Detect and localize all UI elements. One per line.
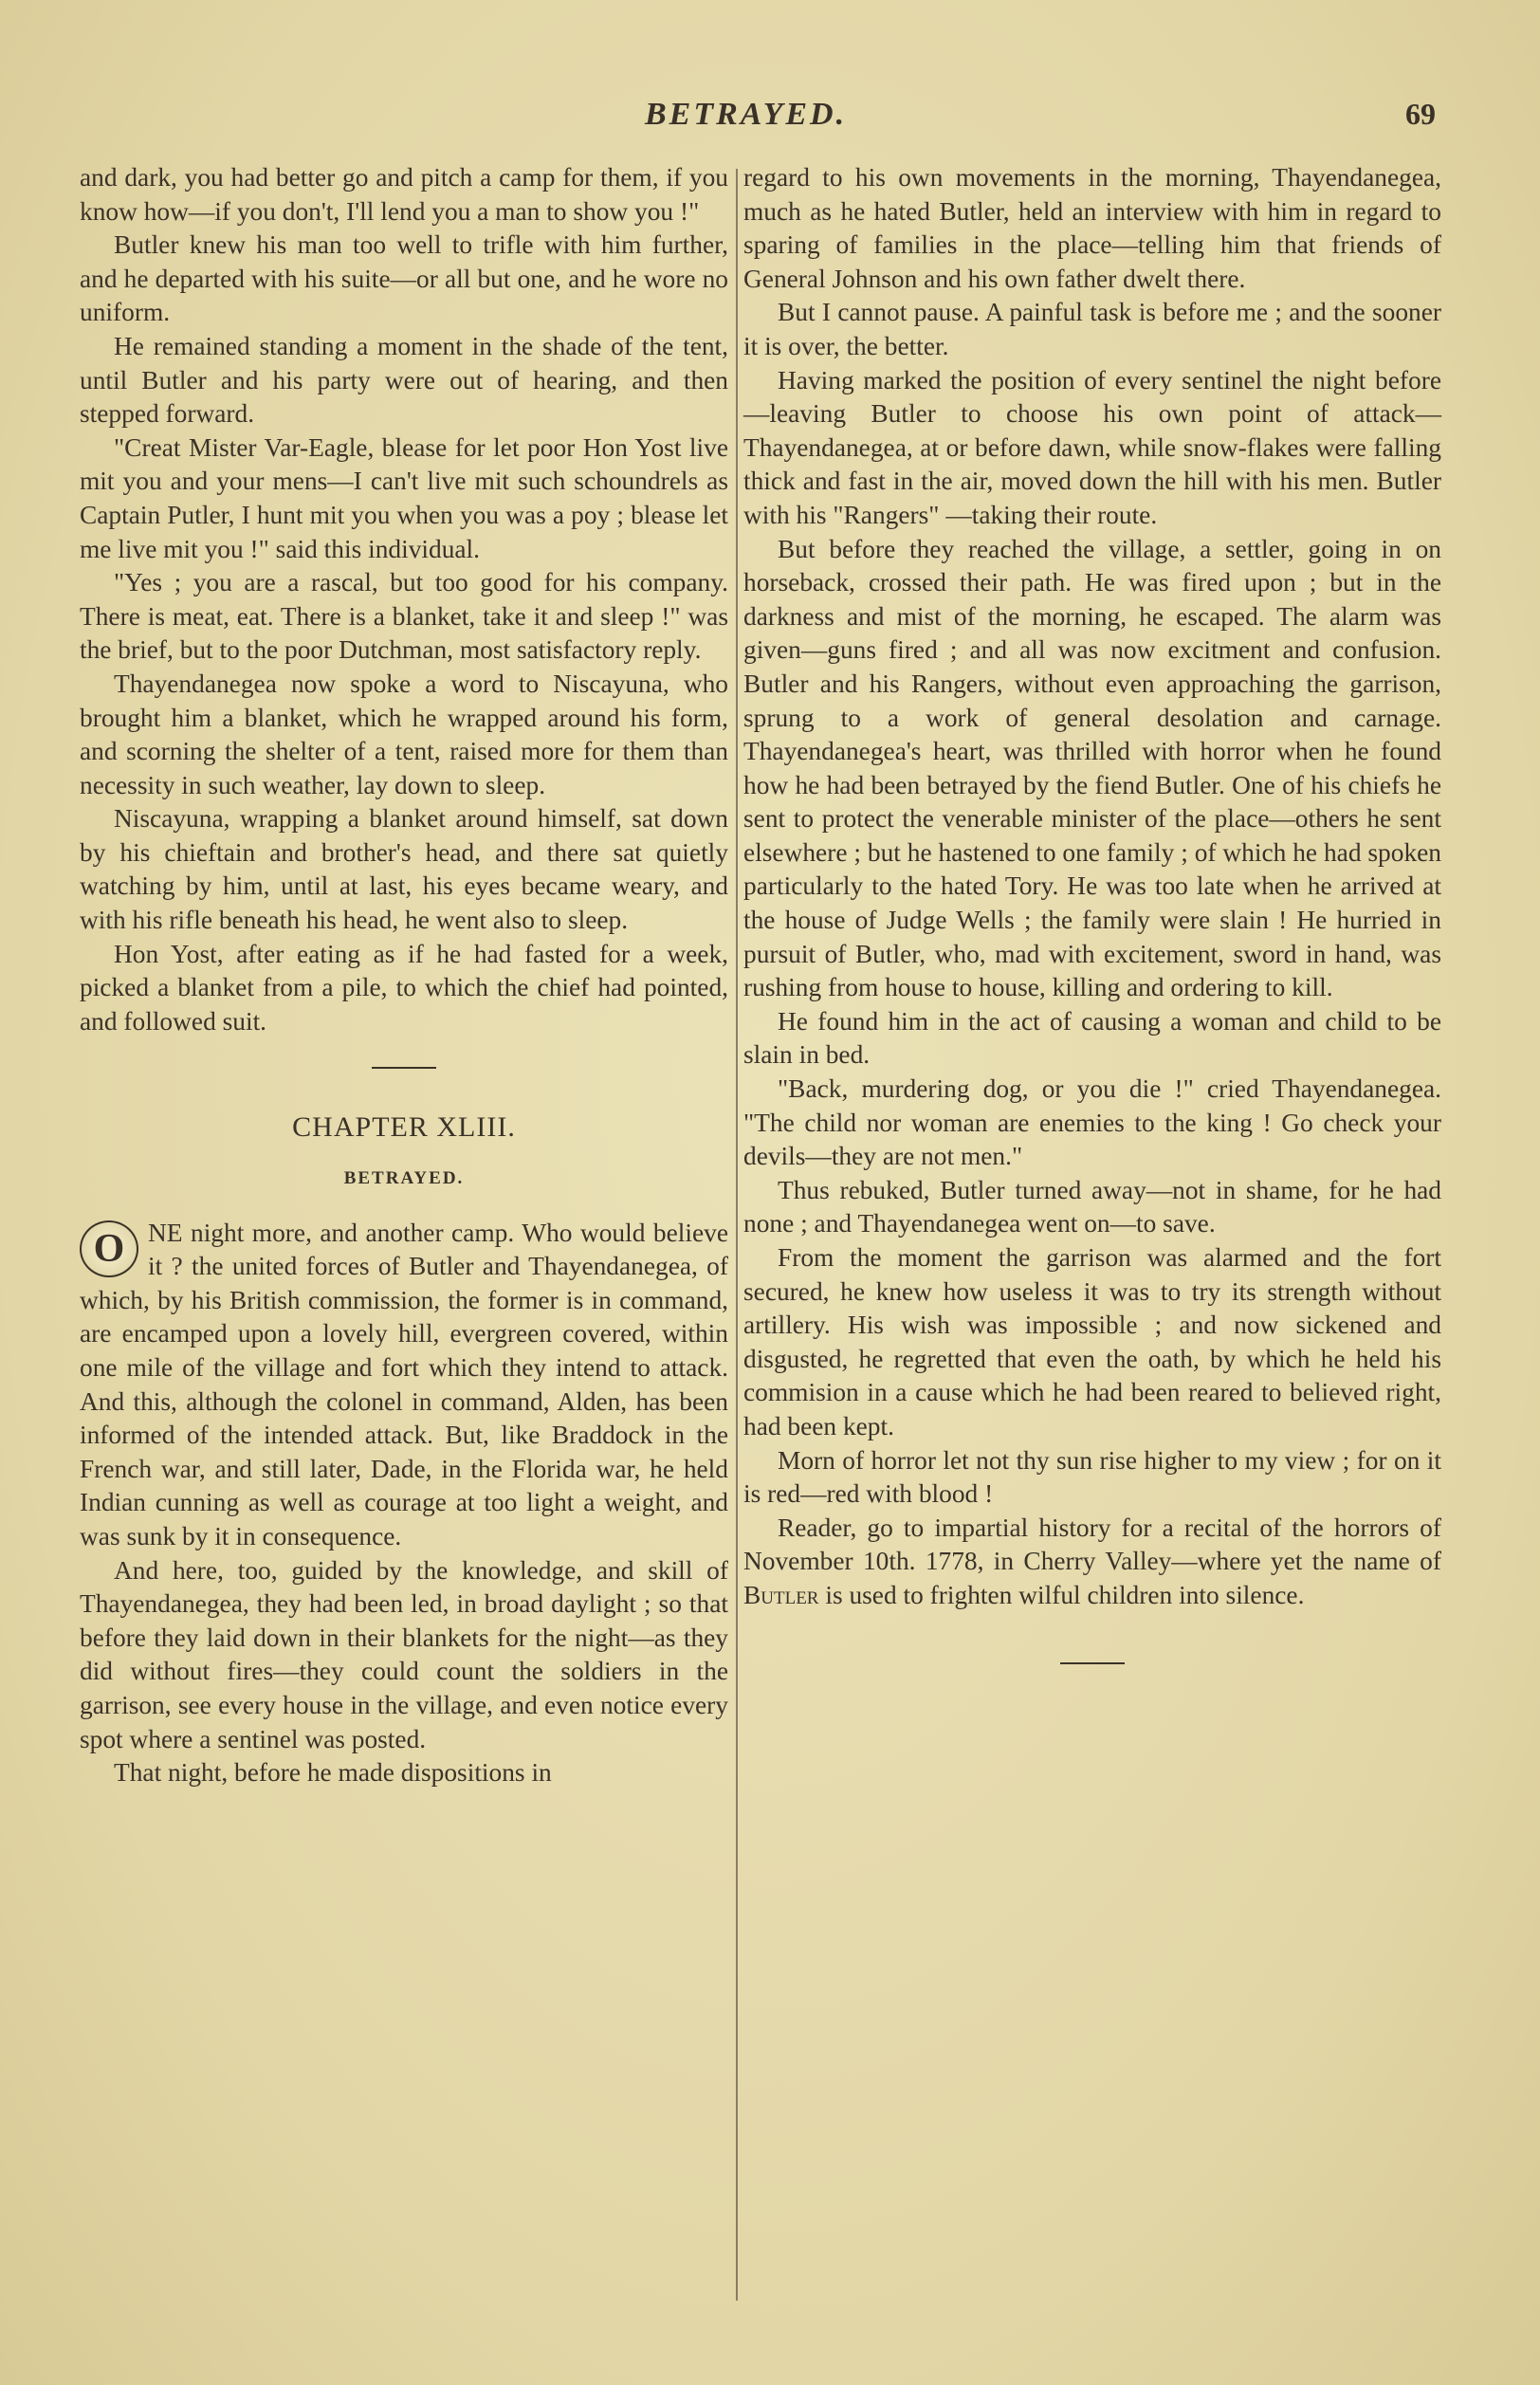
paragraph: But I cannot pause. A painful task is before me ; and the sooner it is over, the better.: [743, 298, 1441, 360]
closing-name: Butler: [743, 1580, 819, 1609]
paragraph: Thus rebuked, Butler turned away—not in shame, for he had none ; and Thayendanegea went on—to save.: [743, 1175, 1441, 1238]
paragraph: Niscayuna, wrapping a blanket around himself, sat down by his chieftain and brother's head, and there sat quietly watching by him, until at last, his eyes became weary, and with his rifle beneath his head, he went also to sleep.: [80, 804, 728, 935]
section-separator: [372, 1067, 436, 1069]
closing-text-end: is used to frighten wilful children into silence.: [818, 1580, 1305, 1609]
paragraph: That night, before he made dispositions in: [114, 1758, 552, 1788]
chapter-subtitle: BETRAYED.: [343, 1168, 465, 1189]
drop-cap-initial: O: [80, 1220, 138, 1277]
paragraph: Hon Yost, after eating as if he had fasted for a week, picked a blanket from a pile, to which the chief had pointed, and followed suit.: [80, 939, 728, 1036]
paragraph: and dark, you had better go and pitch a camp for them, if you know how—if you don't, I'll lend you a man to show you !": [80, 163, 728, 226]
paragraph: Having marked the position of every sentinel the night before—leaving Butler to choose his own point of attack—Thayendanegea, at or before dawn, while snow-flakes were falling thick and fast in the air, moved down the hill with his men. Butler with his "Rangers" —taking their route.: [743, 365, 1441, 529]
end-separator: [1060, 1662, 1125, 1664]
paragraph: From the moment the garrison was alarmed and the fort secured, he knew how useless it was to try its strength without artillery. His wish was impossible ; and now sickened and disgusted, he regretted that even the oath, by which he held his commision in a cause which he had been reared to believed right, had been kept.: [743, 1243, 1441, 1440]
page-number: 69: [1405, 97, 1436, 131]
closing-text-start: Reader, go to impartial history for a recital of the horrors of November 10th. 1778, in Cherry Valley—where yet the name of: [743, 1513, 1441, 1576]
paragraph: Morn of horror let not thy sun rise higher to my view ; for on it is red—red with blood !: [743, 1445, 1441, 1509]
paragraph: Butler knew his man too well to trifle with him further, and he departed with his suite—or all but one, and he wore no uniform.: [80, 230, 728, 327]
paragraph: regard to his own movements in the morning, Thayendanegea, much as he hated Butler, held an interview with him in regard to sparing of families in the place—telling him that friends of General Johnson and his own father dwelt there.: [743, 163, 1441, 293]
closing-paragraph: [743, 1512, 1441, 1613]
running-title: BETRAYED.: [645, 97, 848, 132]
left-column: [80, 161, 728, 1790]
column-divider: [736, 169, 738, 2301]
chapter-opening-paragraph: [80, 1217, 728, 1554]
paragraph: "Yes ; you are a rascal, but too good for his company. There is meat, eat. There is a blanket, take it and sleep !" was the brief, but to the poor Dutchman, most satisfactory reply.: [80, 568, 728, 665]
right-column: [743, 161, 1441, 1664]
paragraph: He remained standing a moment in the shade of the tent, until Butler and his party were out of hearing, and then stepped forward.: [80, 331, 728, 429]
paragraph: "Creat Mister Var-Eagle, blease for let poor Hon Yost live mit you and your mens—I can't live mit such schoundrels as Captain Putler, I hunt mit you when you was a poy ; blease let me live mit you !" said this individual.: [80, 432, 728, 563]
paragraph: Thayendanegea now spoke a word to Niscayuna, who brought him a blanket, which he wrapped around his form, and scorning the shelter of a tent, raised more for them than necessity in such weather, lay down to sleep.: [80, 669, 728, 799]
chapter-opening-text: NE night more, and another camp. Who would believe it ? the united forces of Butler and Thayendanegea, of which, by his British commission, the former is in command, are encamped upon a lovely hill, evergreen covered, within one mile of the village and fort which they intend to attack. And this, although the colonel in command, Alden, has been informed of the intended attack. But, like Braddock in the French war, and still later, Dade, in the Florida war, he held Indian cunning as well as courage at too light a weight, and was sunk by it in consequence.: [80, 1218, 728, 1550]
paragraph: "Back, murdering dog, or you die !" cried Thayendanegea. "The child nor woman are enemies to the king ! Go check your devils—they are not men.": [743, 1074, 1441, 1171]
paragraph: And here, too, guided by the knowledge, and skill of Thayendanegea, they had been led, in broad daylight ; so that before they laid down in their blankets for the night—as they did without fires—they could count the soldiers in the garrison, see every house in the village, and even notice every spot where a sentinel was posted.: [80, 1555, 728, 1753]
paragraph: But before they reached the village, a settler, going in on horseback, crossed their path. He was fired upon ; but in the darkness and mist of the morning, he escaped. The alarm was given—guns fired ; and all was now excitment and confusion. Butler and his Rangers, without even approaching the garrison, sprung to a work of general desolation and carnage. Thayendanegea's heart, was thrilled with horror when he found how he had been betrayed by the fiend Butler. One of his chiefs he sent to protect the venerable minister of the place—others he sent elsewhere ; but he hastened to one family ; of which he had spoken particularly to the hated Tory. He was too late when he arrived at the house of Judge Wells ; the family were slain ! He hurried in pursuit of Butler, who, mad with excitement, sword in hand, was rushing from house to house, killing and ordering to kill.: [743, 534, 1441, 1002]
paragraph: He found him in the act of causing a woman and child to be slain in bed.: [743, 1006, 1441, 1070]
chapter-heading: CHAPTER XLIII.: [292, 1111, 516, 1144]
